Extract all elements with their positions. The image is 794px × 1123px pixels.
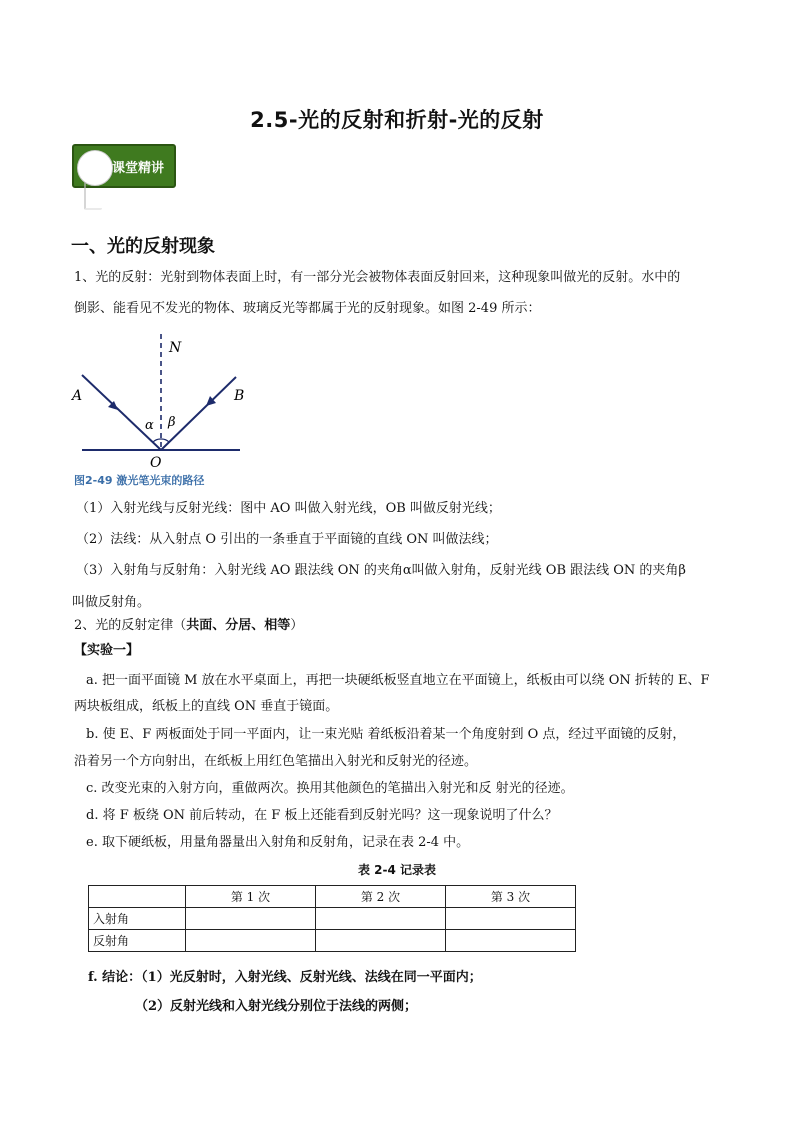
avatar-icon	[77, 150, 113, 186]
label-alpha: α	[145, 418, 154, 433]
badge-label: 课堂精讲	[112, 161, 165, 176]
law-prefix: 2、光的反射定律（	[74, 618, 187, 633]
reflected-ray	[161, 377, 236, 450]
paragraph-line: 倒影、能看见不发光的物体、玻璃反光等都属于光的反射现象。如图 2-49 所示：	[74, 301, 541, 316]
table-row-label: 入射角	[89, 908, 186, 930]
table-row	[89, 930, 576, 952]
table-cell	[316, 908, 446, 930]
experiment-step: c. 改变光束的入射方向，重做两次。换用其他颜色的笔描出入射光和反 射光的径迹。	[86, 781, 574, 796]
law-keywords: 共面、分居、相等	[186, 618, 291, 633]
table-header-cell: 第 2 次	[316, 886, 446, 908]
table-title: 表 2-4 记录表	[357, 863, 437, 877]
conclusion-line: f. 结论：（1）光反射时，入射光线、反射光线、法线在同一平面内；	[88, 970, 482, 985]
page-title: 2.5-光的反射和折射-光的反射	[250, 108, 544, 132]
experiment-step: e. 取下硬纸板，用量角器量出入射角和反射角，记录在表 2-4 中。	[86, 835, 470, 850]
table-header-row	[89, 886, 576, 908]
table-row-label: 反射角	[89, 930, 186, 952]
definition-line: （3）入射角与反射角：入射光线 AO 跟法线 ON 的夹角α叫做入射角，反射光线 OB 跟法线 ON 的夹角β	[76, 563, 686, 578]
definition-line: （2）法线：从入射点 O 引出的一条垂直于平面镜的直线 ON 叫做法线；	[76, 532, 498, 547]
law-suffix: ）	[290, 618, 304, 633]
paragraph-line: 1、光的反射：光射到物体表面上时，有一部分光会被物体表面反射回来，这种现象叫做光的反射。水中的	[74, 270, 681, 285]
table-header-cell: 第 1 次	[186, 886, 316, 908]
table-header-cell	[89, 886, 186, 908]
experiment-step: b. 使 E、F 两板面处于同一平面内，让一束光贴 着纸板沿着某一个角度射到 O 点，经过平面镜的反射，	[86, 727, 686, 742]
experiment-heading: 【实验一】	[74, 643, 140, 658]
law-heading	[74, 616, 303, 636]
experiment-step: 沿着另一个方向射出，在纸板上用红色笔描出入射光和反射光的径迹。	[74, 754, 478, 769]
alpha-arc	[153, 439, 161, 442]
label-beta: β	[168, 415, 176, 430]
experiment-step: 两块板组成，纸板上的直线 ON 垂直于镜面。	[74, 699, 339, 714]
beta-arc	[161, 439, 169, 442]
table-cell	[446, 930, 576, 952]
label-n: N	[169, 340, 182, 356]
section-heading: 一、光的反射现象	[71, 236, 215, 257]
table-cell	[186, 908, 316, 930]
label-a: A	[72, 388, 83, 404]
definition-line: （1）入射光线与反射光线：图中 AO 叫做入射光线，OB 叫做反射光线；	[76, 501, 501, 516]
incident-ray	[82, 375, 161, 450]
experiment-step: d. 将 F 板绕 ON 前后转动，在 F 板上还能看到反射光吗？这一现象说明了什么？	[86, 808, 558, 823]
table-cell	[186, 930, 316, 952]
table-row	[89, 908, 576, 930]
table-cell	[446, 908, 576, 930]
table-header-cell: 第 3 次	[446, 886, 576, 908]
figure-caption: 图2-49 激光笔光束的路径	[74, 474, 205, 487]
conclusion-line: （2）反射光线和入射光线分别位于法线的两侧；	[135, 999, 418, 1014]
table-cell	[316, 930, 446, 952]
label-o: O	[150, 455, 162, 470]
figure-decoration-icon	[84, 182, 102, 210]
label-b: B	[234, 388, 245, 404]
experiment-step: a. 把一面平面镜 M 放在水平桌面上，再把一块硬纸板竖直地立在平面镜上，纸板由可以绕 ON 折转的 E、F	[86, 673, 710, 688]
definition-line: 叫做反射角。	[72, 595, 151, 610]
reflection-diagram	[70, 330, 250, 470]
record-table	[88, 885, 576, 952]
